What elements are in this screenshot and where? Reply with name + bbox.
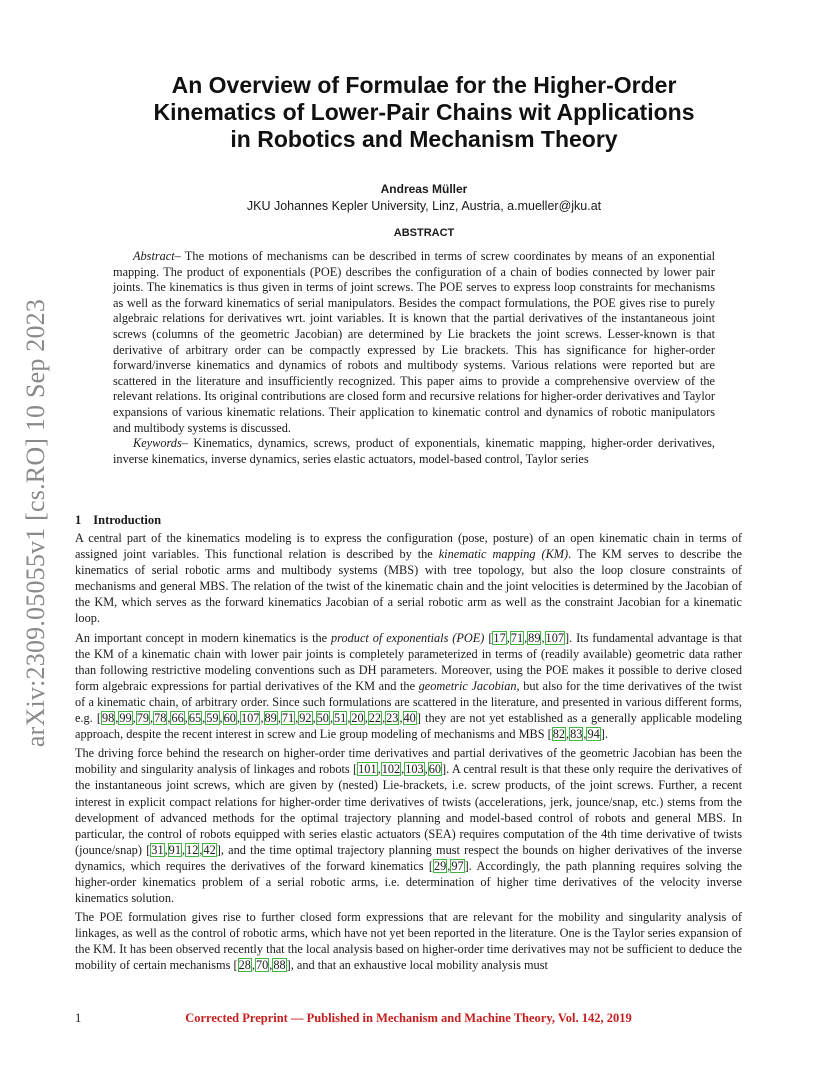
citation-link[interactable]: 94	[587, 727, 600, 742]
text-run: , and the time optimal trajectory planning must respect the bounds on higher derivatives of the inverse dynamics, which requires the derivatives of the forward kinematics	[75, 842, 742, 873]
citation-link[interactable]: 17	[493, 630, 506, 645]
citation-link[interactable]: 20	[351, 711, 364, 726]
citation-link[interactable]: 40	[403, 711, 416, 726]
author-affiliation: JKU Johannes Kepler University, Linz, Austria, a.mueller@jku.at	[246, 199, 602, 213]
title-line: An Overview of Formulae for the Higher-Order	[171, 72, 677, 98]
citation-link[interactable]: 82	[552, 727, 566, 742]
citation-link[interactable]: 22	[368, 711, 382, 726]
citation-group[interactable]: [31,91,12,42]	[146, 842, 221, 857]
text-run: The driving force behind the research on higher-order time derivatives and partial derivatives of the geometric Jacobian has been the mobility and singularity analysis of linkages and robots	[75, 746, 742, 777]
publication-note: Corrected Preprint — Published in Mechanism and Machine Theory, Vol. 142, 2019	[185, 1011, 632, 1025]
citation-link[interactable]: 71	[510, 630, 524, 645]
citation-link[interactable]: 89	[264, 711, 277, 726]
citation-link[interactable]: 88	[273, 958, 286, 973]
citation-link[interactable]: 92	[299, 711, 312, 726]
page-number: 1	[75, 1011, 82, 1025]
body-text	[75, 530, 742, 977]
citation-link[interactable]: 42	[203, 842, 216, 857]
paragraph	[75, 745, 742, 906]
title-line: Kinematics of Lower-Pair Chains wit Applications	[153, 99, 695, 125]
text-run: , and that an exhaustive local mobility analysis must	[290, 958, 548, 973]
text-run: . Accordingly, the path planning requires solving the higher-order kinematics problem of a serial robotic arms, i.e. determination of higher time derivatives of the velocity inverse kinematics solution.	[75, 858, 742, 906]
citation-link[interactable]: 12	[186, 842, 199, 857]
keywords-text: Kinematics, dynamics, screws, product of exponentials, kinematic mapping, higher-order derivatives, inverse kinematics, inverse dynamics, series elastic actuators, model-based control, Taylor series	[113, 436, 715, 466]
emphasis: geometric Jacobian	[418, 678, 517, 693]
keywords-label: Keywords–	[133, 436, 188, 451]
abstract	[113, 249, 715, 467]
citation-group[interactable]: [29,97]	[428, 858, 469, 873]
citation-group[interactable]: [101,102,103,60]	[353, 762, 447, 777]
citation-group[interactable]: [28,70,88]	[233, 958, 291, 973]
citation-link[interactable]: 98	[101, 711, 115, 726]
section-title: Introduction	[93, 513, 162, 527]
text-run: An important concept in modern kinematics is the	[75, 630, 332, 645]
citation-link[interactable]: 83	[570, 727, 583, 742]
citation-group[interactable]: [98,99,79,78,66,65,59,60,107,89,71,92,50,51,20,22,23,40]	[96, 711, 421, 726]
citation-link[interactable]: 50	[316, 711, 329, 726]
citation-link[interactable]: 65	[188, 711, 202, 726]
text-run: . Its fundamental advantage is that the KM of a kinematic chain with lower pair joints is completely parameterized in terms of (readily available) geometric data rather than following restrictive modeling conventions such as DH parameters. Moreover, using the POE makes it possible to derive closed form algebraic expressions for partial derivatives of the KM and the	[75, 630, 743, 693]
abstract-text: The motions of mechanisms can be described in terms of screw coordinates by means of an exponential mapping. The product of exponentials (POE) describes the configuration of a chain of bodies connected by lower pair joints. The kinematics is thus given in terms of joint screws. The POE serves to express loop constraints for mechanisms as well as the forward kinematics of serial manipulators. Besides the compact formulations, the POE gives rise to purely algebraic relations for derivatives wrt. joint variables. It is known that the partial derivatives of the instantaneous joint screws (columns of the geometric Jacobian) are determined by Lie brackets the joint screws. Lesser-known is that derivative of arbitrary order can be compactly expressed by Lie brackets. This has significance for higher-order forward/inverse kinematics and dynamics of robots and multibody systems. Various relations were reported but are scattered in the literature and insufficiently recognized. This paper aims to provide a comprehensive overview of the relevant relations. Its original contributions are closed form and recursive relations for higher-order derivatives and Taylor expansions of various kinematic relations. Their application to kinematic control and dynamics of robotic manipulators and multibody systems is discussed.	[113, 249, 715, 435]
citation-link[interactable]: 60	[428, 762, 442, 777]
citation-link[interactable]: 107	[240, 711, 260, 726]
text-run: .	[604, 727, 608, 742]
text-run: A central part of the kinematics modeling is to express the configuration (pose, posture) of an open kinematic chain in terms of assigned joint variables. This functional relation is described by the	[75, 531, 742, 562]
text-run: . The KM serves to describe the kinematics of serial robotic arms and multibody systems (MBS) with tree topology, but also the loop closure constraints of mechanisms and general MBS. The relation of the twist of the kinematic chain and the joint velocities is determined by the Jacobian of the KM, which serves as the forward kinematics Jacobian of a serial robotic arm as well as the constraint Jacobian for a kinematic loop.	[75, 547, 743, 626]
citation-link[interactable]: 97	[451, 858, 464, 873]
citation-link[interactable]: 28	[238, 958, 251, 973]
citation-link[interactable]: 91	[168, 842, 181, 857]
abstract-heading: ABSTRACT	[393, 227, 455, 239]
text-run: . A central result is that these only require the derivatives of the instantaneous joint screws, which are given by (nested) Lie-brackets, i.e. screw products, of the joint screws. Further, a recent interest in explicit compact relations for higher-order time derivatives of twists (accelerations, jerk, jounce/snap, etc.) stems from the development of advanced methods for the optimal trajectory planning and model-based control of robots and general MBS. In particular, the control of robots equipped with series elastic actuators (SEA) requires computation of the 4th time derivative of twists (jounce/snap)	[75, 762, 742, 857]
paragraph	[75, 909, 742, 973]
citation-link[interactable]: 31	[151, 842, 164, 857]
citation-link[interactable]: 66	[171, 711, 184, 726]
citation-link[interactable]: 99	[119, 711, 132, 726]
citation-link[interactable]: 78	[154, 711, 167, 726]
citation-group[interactable]: [17,71,89,107]	[488, 630, 570, 645]
paper-title	[90, 72, 758, 153]
citation-link[interactable]: 71	[281, 711, 295, 726]
emphasis: product of exponentials (POE)	[331, 630, 485, 645]
citation-group[interactable]: [82,83,94]	[547, 727, 605, 742]
arxiv-identifier-text: arXiv:2309.05055v1 [cs.RO] 10 Sep 2023	[21, 298, 50, 748]
citation-link[interactable]: 102	[381, 762, 401, 777]
text-run: The POE formulation gives rise to further closed form expressions that are relevant for the mobility and singularity analysis of linkages, as well as the control of robotic arms, which have not yet been reported in the literature. One is the Taylor series expansion of the KM. It has been observed recently that the local analysis based on higher-order time derivatives may not be sufficient to deduce the mobility of certain mechanisms	[75, 910, 742, 973]
abstract-label: Abstract–	[133, 249, 181, 263]
arxiv-identifier	[16, 288, 56, 758]
citation-link[interactable]: 79	[136, 711, 150, 726]
section-heading	[75, 513, 161, 528]
citation-link[interactable]: 101	[358, 762, 377, 777]
citation-link[interactable]: 60	[223, 711, 236, 726]
citation-link[interactable]: 29	[433, 858, 447, 873]
citation-link[interactable]: 107	[545, 630, 564, 645]
citation-link[interactable]: 59	[206, 711, 219, 726]
text-run: they are not yet established as a generally applicable modeling approach, despite the recent interest in screw and Lie group modeling of mechanisms and MBS	[75, 711, 742, 742]
keywords-paragraph	[113, 436, 715, 467]
title-line: in Robotics and Mechanism Theory	[230, 126, 618, 152]
paragraph	[75, 530, 742, 627]
citation-link[interactable]: 89	[528, 630, 541, 645]
emphasis: kinematic mapping (KM)	[438, 547, 569, 562]
abstract-paragraph	[113, 249, 715, 436]
citation-link[interactable]: 103	[405, 762, 424, 777]
paragraph	[75, 630, 742, 743]
citation-link[interactable]: 70	[255, 958, 269, 973]
citation-link[interactable]: 51	[334, 711, 347, 726]
citation-link[interactable]: 23	[386, 711, 399, 726]
text-run: , but also for the time derivatives of the twist of a kinematic chain, of arbitrary order. Since such formulations are scattered in the literature, and presented in various different forms, e.g.	[75, 678, 742, 726]
section-number: 1	[75, 513, 82, 527]
author-name: Andreas Müller	[380, 182, 468, 196]
